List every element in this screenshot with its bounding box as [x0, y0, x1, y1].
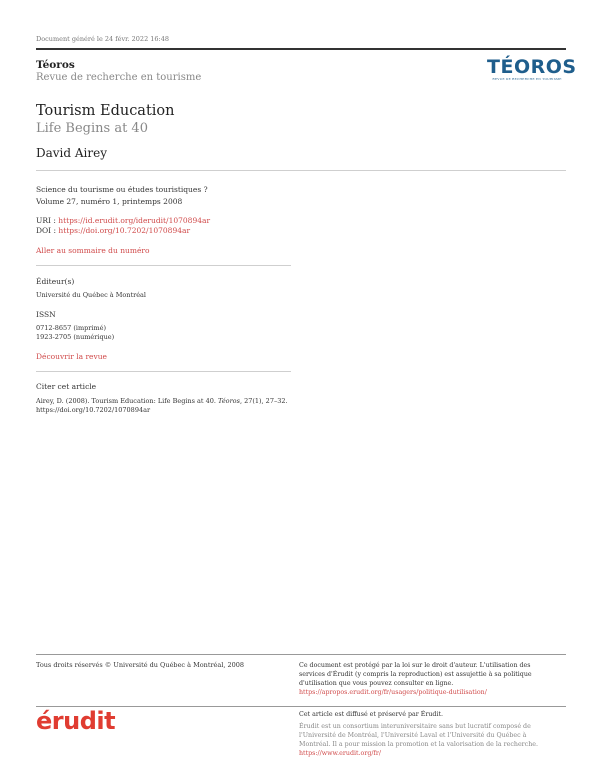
uri-line: [36, 216, 210, 225]
footer-rule: [36, 706, 566, 707]
uri-link[interactable]: https://id.erudit.org/iderudit/1070894ar: [58, 216, 211, 225]
logo-tagline: REVUE DE RECHERCHE EN TOURISME: [492, 77, 562, 81]
divider: [36, 265, 291, 266]
doi-label: DOI :: [36, 226, 59, 235]
issue-topic: Science du tourisme ou études touristiques ?: [36, 185, 208, 194]
erudit-logo: érudit: [36, 707, 116, 735]
citation-journal: Téoros: [217, 397, 240, 405]
uri-label: URI :: [36, 216, 59, 225]
article-author: David Airey: [36, 146, 108, 160]
article-title: Tourism Education: [36, 103, 175, 119]
article-subtitle: Life Begins at 40: [36, 121, 148, 136]
doi-link[interactable]: https://doi.org/10.7202/1070894ar: [58, 226, 191, 235]
issn-print: 0712-8657 (imprimé): [36, 324, 107, 332]
citation-volume: , 27(1), 27–32.: [239, 397, 288, 405]
publisher-heading: Éditeur(s): [36, 277, 75, 286]
citation-doi[interactable]: https://doi.org/10.7202/1070894ar: [36, 406, 151, 414]
erudit-link[interactable]: https://www.erudit.org/fr/: [299, 750, 381, 757]
journal-name: Téoros: [36, 59, 75, 71]
issue-volume: Volume 27, numéro 1, printemps 2008: [36, 197, 183, 206]
issn-digital: 1923-2705 (numérique): [36, 333, 115, 341]
divider: [36, 170, 566, 171]
issn-heading: ISSN: [36, 310, 56, 319]
consortium-text: Érudit est un consortium interuniversitaire sans but lucratif composé de l'Université de Montréal, l'Université Laval et l'Université du Québec à Montréal. Il a pour mission la promotion et la valorisation de la recherche.: [299, 723, 538, 748]
footer-rule: [36, 654, 566, 655]
discover-link[interactable]: Découvrir la revue: [36, 352, 107, 361]
citation-main: Airey, D. (2008). Tourism Education: Life Begins at 40.: [36, 397, 218, 405]
logo-text: TÉOROS: [487, 56, 577, 78]
publisher-name: Université du Québec à Montréal: [36, 291, 147, 299]
copyright-text: Ce document est protégé par la loi sur le droit d'auteur. L'utilisation des services d'Érudit (y compris la reproduction) est assujettie à sa politique d'utilisation que vous pouvez consulter en ligne.: [299, 662, 532, 687]
summary-link[interactable]: Aller au sommaire du numéro: [36, 246, 150, 255]
diffusion-notice: Cet article est diffusé et préservé par Érudit.: [299, 711, 443, 718]
citation-text: [36, 397, 316, 415]
doi-line: [36, 226, 190, 235]
journal-subtitle: Revue de recherche en tourisme: [36, 72, 202, 83]
top-rule: [36, 48, 566, 50]
generated-date: Document généré le 24 févr. 2022 16:48: [36, 35, 170, 43]
teoros-logo: [487, 56, 577, 81]
policy-link[interactable]: https://apropos.erudit.org/fr/usagers/politique-dutilisation/: [299, 689, 487, 696]
divider: [36, 371, 291, 372]
cite-heading: Citer cet article: [36, 382, 97, 391]
rights-notice: Tous droits réservés © Université du Québec à Montréal, 2008: [36, 661, 245, 669]
consortium-notice: [299, 722, 549, 758]
copyright-notice: [299, 661, 544, 697]
